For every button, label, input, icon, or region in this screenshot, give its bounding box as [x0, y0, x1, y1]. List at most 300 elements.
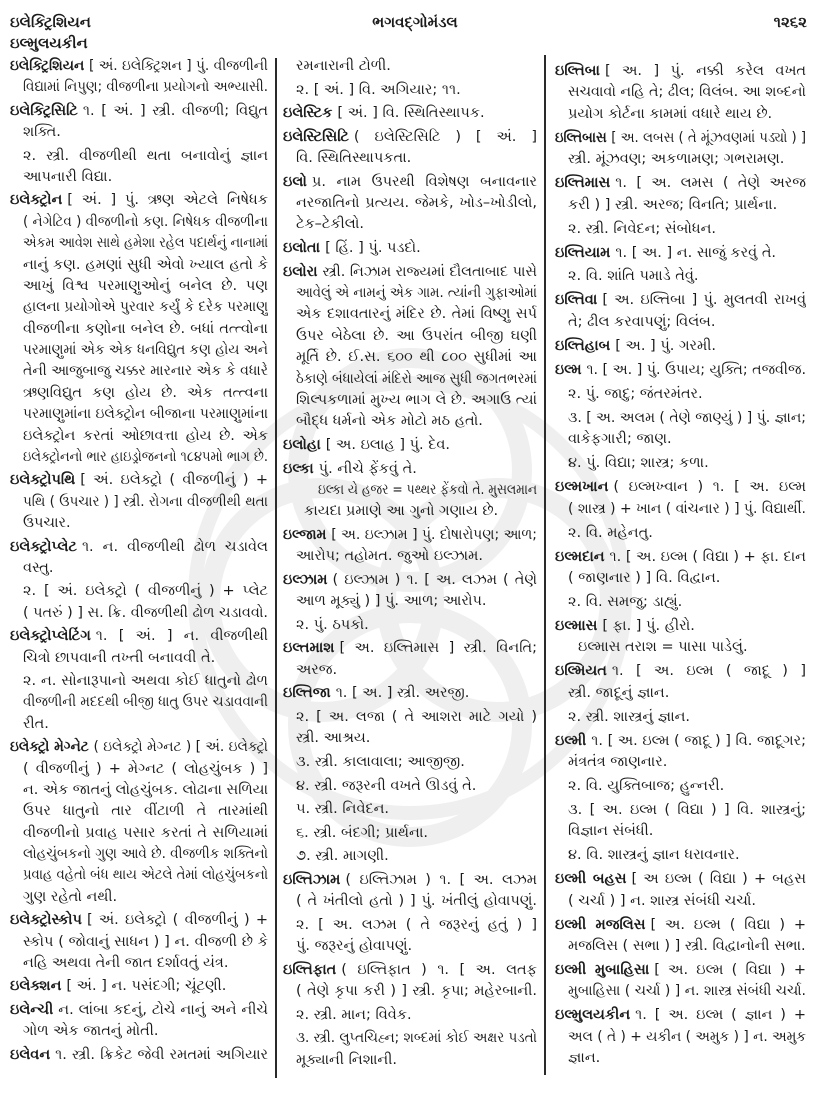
definition-text: બૌદ્ધ ધર્મનો એક મોટો મઠ હતો.	[296, 413, 483, 430]
entry-line	[283, 776, 537, 797]
entry-line	[10, 297, 268, 318]
definition-text: નહિ અથવા તેની જાત દર્શાવતું યંત્ર.	[23, 955, 229, 972]
headword: ઇલ્મખાન	[555, 479, 609, 496]
line-content	[555, 128, 806, 149]
definition-text: ( ઇલ્ઝામ ) ૧. [ અ. લઝમ ( તેણે	[332, 571, 537, 588]
dictionary-entry	[555, 1005, 806, 1069]
definition-text: [ અં. ] વિ. સ્થિતિસ્થાપક.	[337, 105, 485, 122]
entry-line	[283, 525, 537, 546]
definition-text: [ અં. ઇલેક્ટ્રો ( વીજળીનું ) +	[86, 912, 268, 929]
headword: ઇલેવન	[10, 1046, 51, 1063]
entry-line	[555, 1005, 806, 1026]
dictionary-entry	[283, 435, 537, 456]
example-text: ઇલ્માસ તરાશ = પાસા પાડેલું.	[578, 639, 748, 656]
definition-text: [ અ. ] પું. નક્કી કરેલ વખત	[604, 63, 806, 79]
dictionary-entry	[283, 638, 537, 681]
definition-text: ( તેણે કૃપા કરી ) ] સ્ત્રી. કૃપા; મહેરબાની.	[296, 983, 537, 1000]
definition-text: ૧. [ અ. ] ન. સાજું કરવું તે.	[615, 244, 777, 261]
sense-entry	[555, 845, 806, 866]
definition-text: [ અં. ] પું. ઋણ એટલે નિષેધક	[67, 192, 268, 209]
line-content	[10, 190, 268, 211]
entry-line	[555, 453, 806, 474]
column-1	[10, 56, 268, 1066]
definition-text: પથિ ( ઉપચાર ) ] સ્ત્રી. રોગના વીજળીથી થતા	[23, 493, 268, 510]
definition-text: ૨. વિ. યુક્તિબાજ; હુન્નરી.	[568, 777, 725, 794]
entry-line	[10, 759, 268, 780]
definition-text: ૧. [ અ. ] પું. ઉપાય; યુક્તિ; તજવીજ.	[586, 361, 806, 378]
line-content	[555, 173, 806, 194]
entry-line	[555, 61, 806, 82]
definition-text: ૨. સ્ત્રી. નિવેદન; સંબોધન.	[568, 220, 717, 237]
entry-line	[283, 752, 537, 773]
definition-text: નરજાતિનો પ્રત્યય. જેમકે, ખોડ–ખોડીલો,	[296, 195, 537, 212]
entry-line	[10, 167, 268, 188]
definition-text: ૨. વિ. શાંતિ પમાડે તેવું.	[568, 268, 699, 285]
example-line	[283, 480, 537, 501]
line-content	[10, 626, 268, 647]
definition-text: તેની આજુબાજુ ચક્કર મારનાર એક કે વધારે	[23, 363, 268, 380]
definition-text: ૨. [ અં. ] વિ. અગિયાર; ૧૧.	[296, 81, 461, 98]
definition-text: ૧. [ અ. ઇલ્મ ( જાદૂ ) ]	[611, 663, 806, 680]
definition-text: ૨. સ્ત્રી. શાસ્ત્રનું જ્ઞાન.	[568, 708, 691, 725]
definition-text: પરમાણુમાંના ઇલેક્ટ્રોન બીજાના પરમાણુમાંના	[23, 406, 268, 423]
sense-entry	[555, 453, 806, 474]
entry-line	[283, 915, 537, 936]
definition-text: સચવાવો નહિ તે; ઢીલ; વિલંબ. આ શબ્દનો	[568, 84, 806, 101]
dictionary-entry	[283, 238, 537, 259]
line-content	[283, 638, 537, 659]
definition-text: આળ મૂક્યું ) ] પું. આળ; આરોપ.	[296, 593, 487, 610]
entry-line	[10, 1000, 268, 1021]
definition-text: ઇલેક્ટ્રોનનો ભાર હાઇડ્રોજનનો ૧૮૪૫મો ભાગ છે.	[23, 449, 268, 466]
entry-line	[10, 692, 268, 713]
entry-line	[10, 581, 268, 602]
definition-text: અલ ( તે ) + યકીન ( અમુક ) ] ન. અમુક	[568, 1028, 806, 1045]
sense-entry	[283, 846, 537, 867]
definition-text: ૪. પું. વિદ્યા; શાસ્ત્ર; કળા.	[568, 455, 709, 472]
entry-line	[10, 887, 268, 908]
dictionary-entry	[555, 477, 806, 520]
definition-text: ( વીજળીનું ) + મેગ્નટ ( લોહચુંબક ) ]	[23, 760, 268, 777]
dictionary-entry	[10, 737, 268, 908]
headword: ઇલ્મી બહસ	[555, 871, 627, 888]
entry-line	[283, 660, 537, 681]
definition-text: આવેલું એ નામનું એક ગામ. ત્યાંની ગુફાઓમાં	[296, 285, 537, 302]
line-content	[10, 1045, 268, 1066]
entry-line	[555, 82, 806, 103]
definition-text: મંત્રતંત્ર જાણનાર.	[568, 754, 668, 770]
entry-line	[10, 1045, 268, 1066]
definition-text: ૧. [ અં. ] ન. વીજળીથી	[95, 628, 268, 645]
definition-text: ૨. ન. સોનારૂપાનો અથવા કોઈ ધાતુનો ઢોળ	[23, 672, 268, 689]
definition-text: ૨. વિ. સમજુ; ડાહ્યું.	[568, 593, 683, 610]
headword: ઇલેક્ટ્રોપ્લેટ	[10, 538, 77, 555]
entry-line	[10, 212, 268, 233]
definition-text: સ્ત્રી. નિઝામ રાજ્યમાં દૌલતાબાદ પાસે	[322, 263, 537, 280]
definition-text: [ હિં. ] પું. પડદો.	[325, 240, 421, 257]
entry-line	[283, 326, 537, 347]
dictionary-entry	[555, 915, 806, 958]
definition-text: ૨. પું. ઠપકો.	[296, 616, 369, 633]
entry-line	[10, 953, 268, 974]
definition-text: [ અ ઇલ્મ ( વિદ્યા ) + બહસ	[631, 871, 806, 888]
sense-entry	[283, 776, 537, 797]
headword: ઇલ્કા	[283, 460, 314, 477]
line-content	[555, 336, 716, 357]
entry-line	[555, 195, 806, 216]
definition-text: આખું વિશ્વ પરમાણુઓનું બનેલ છે. પણ	[23, 277, 268, 294]
entry-line	[283, 823, 537, 844]
headword: ઇલો	[283, 173, 307, 190]
entry-line	[283, 683, 537, 704]
entry-line	[10, 404, 268, 425]
entry-line	[283, 846, 537, 867]
definition-text: ૩. સ્ત્રી. કાલાવાલા; આજીજી.	[296, 753, 465, 770]
definition-text: વિદ્યામાં નિપુણ; વીજળીના પ્રયોગનો અભ્યાસી.	[23, 79, 268, 96]
line-content	[555, 477, 806, 498]
entry-line	[555, 408, 806, 429]
sense-entry	[283, 615, 537, 636]
entry-line	[10, 340, 268, 361]
dictionary-entry	[555, 661, 806, 704]
definition-text: [ અ. ઇલાહ ] પું. દેવ.	[325, 436, 450, 453]
entry-line	[283, 238, 537, 259]
entry-line	[283, 56, 537, 77]
definition-text: આપનારી વિદ્યા.	[23, 168, 113, 185]
definition-text: આરોપ; તહોમત. જુઓ ઇલ્ઝામ.	[296, 548, 483, 565]
definition-text: [ અ. ઇલ્ઝામ ] પું. દોષારોપણ; આળ;	[331, 526, 537, 543]
headword: ઇલોહા	[283, 436, 321, 453]
entry-line	[283, 369, 537, 390]
definition-text: શક્તિ.	[23, 124, 61, 141]
definition-text: સ્ત્રી. આશ્રય.	[296, 730, 371, 747]
definition-text: વીજળીની મદદથી બીજી ધાતુ ઉપર ચડાવવાની	[23, 694, 268, 711]
headword: ઇલેસ્ટિસિટિ	[283, 128, 349, 145]
sense-entry	[555, 266, 806, 287]
entry-line	[555, 800, 806, 821]
definition-text: વીજળીના કણોના બનેલ છે. બધાં તત્ત્વોના	[23, 320, 268, 337]
definition-text: ૫. સ્ત્રી. નિવેદન.	[296, 801, 390, 818]
example-line	[283, 501, 537, 522]
headword: ઇલ્મુલયકીન	[555, 1007, 631, 1024]
definition-text: ૩. [ અ. અલમ ( તેણે જાણ્યું ) ] પું. જ્ઞાન;	[568, 409, 806, 426]
entry-line	[283, 891, 537, 912]
definition-text: ( જાણનાર ) ] વિ. વિદ્વાન.	[568, 569, 721, 586]
line-content	[283, 683, 469, 704]
dictionary-entry	[283, 870, 537, 913]
entry-line	[10, 780, 268, 801]
entry-line	[555, 547, 806, 568]
entry-line	[10, 383, 268, 404]
dictionary-entry	[555, 128, 806, 171]
definition-text: એકમ આવેશ સાથે હમેશા રહેલ પદાર્થનું નાનામાં	[23, 235, 268, 252]
entry-line	[555, 219, 806, 240]
definition-text: વસ્તુ.	[23, 559, 54, 576]
entry-line	[555, 266, 806, 287]
definition-text: ( ઇલ્મખ્વાન ) ૧. [ અ. ઇલ્મ	[613, 479, 806, 496]
headword: ઇલ્મિયત	[555, 663, 607, 680]
entry-line	[555, 1048, 806, 1069]
definition-text: ઇલેક્ટ્રોન કરતાં ઓછાવત્તા હોય છે. એક	[23, 427, 268, 444]
dictionary-entry	[555, 173, 806, 216]
headword: ઇલ્મી	[555, 732, 587, 749]
definition-text: ન. એક જાતનું લોહચુંબક. લોઢાના સળિયા	[23, 781, 268, 798]
definition-text: ટેક–ટેકીલો.	[296, 216, 364, 233]
entry-line	[10, 932, 268, 953]
dictionary-entry	[555, 336, 806, 357]
entry-line	[10, 361, 268, 382]
definition-text: એક દશાવતારનું મંદિર છે. તેમાં વિષ્ણુ સર્પ	[296, 306, 537, 323]
line-content	[283, 570, 537, 591]
headword: ઇલ્ઝામ	[283, 571, 328, 588]
definition-text: [ અં. ઇલેક્ટ્રો ( વીજળીનું ) +	[80, 472, 268, 489]
headword: ઇલ્માસ	[555, 617, 598, 634]
headword: ઇલેક્ટ્રો મેગ્નેટ	[10, 739, 89, 756]
entry-line	[283, 870, 537, 891]
entry-line	[283, 615, 537, 636]
dictionary-entry	[283, 459, 537, 523]
headword: ઇલ્તિહાબ	[555, 337, 611, 354]
entry-line	[10, 101, 268, 122]
line-content	[283, 435, 450, 456]
entry-line	[10, 255, 268, 276]
dictionary-entry	[283, 570, 537, 613]
entry-line	[283, 304, 537, 325]
entry-line	[283, 172, 537, 193]
definition-text: તે; ઢીલ કરવાપણું; વિલંબ.	[568, 313, 716, 330]
definition-text: વિ. સ્થિતિસ્થાપકતા.	[296, 150, 412, 167]
entry-line	[10, 122, 268, 143]
sense-entry	[555, 523, 806, 544]
definition-text: ૩. [ અ. ઇલ્મ ( વિદ્યા ) ] વિ. શાસ્ત્રનું;	[568, 801, 806, 818]
entry-line	[555, 360, 806, 381]
definition-text: રમનારાની ટોળી.	[296, 58, 391, 74]
sense-entry	[10, 146, 268, 189]
definition-text: ૨. સ્ત્રી. માન; વિવેક.	[296, 1006, 412, 1023]
headword: ઇલ્મદાન	[555, 548, 605, 565]
entry-line	[10, 558, 268, 579]
entry-line	[10, 671, 268, 692]
definition-text: ૧. [ અ. ઇલ્મ ( જાદૂ ) ] વિ. જાદૂગર;	[591, 732, 806, 749]
entry-line	[10, 823, 268, 844]
dictionary-entry	[10, 1000, 268, 1043]
entry-line	[555, 915, 806, 936]
headword: ઇલેક્ટ્રિશિયન	[10, 58, 85, 74]
definition-text: [ અ. ઇલ્તિબા ] પું. મુલતવી રાખવું	[602, 292, 806, 309]
entry-line	[555, 312, 806, 333]
line-content	[555, 1005, 806, 1026]
headword: ઇલેક્ટ્રોપ્લેટિંગ	[10, 628, 91, 645]
definition-text: નાનું કણ. હમણાં સુધી એવો ખ્યાલ હતો કે	[23, 256, 268, 273]
dictionary-entry	[555, 61, 806, 125]
dictionary-entry	[555, 547, 806, 590]
entry-line	[555, 661, 806, 682]
entry-line	[283, 459, 537, 480]
entry-line	[283, 283, 537, 304]
entry-line	[10, 801, 268, 822]
guide-word-last: ઇલ્મુલયકીન	[10, 34, 88, 52]
entry-line	[555, 523, 806, 544]
entry-line	[283, 80, 537, 101]
headword: ઇલેક્ટ્રોપથિ	[10, 472, 76, 489]
line-content	[555, 869, 806, 890]
definition-text: પરમાણુમાં એક એક ધનવિદ્યુત કણ હોય અને	[23, 342, 268, 359]
definition-text: ( પતરું ) ] સ. ક્રિ. વીજળીથી ઢોળ ચડાવવો.	[23, 604, 268, 621]
entry-line	[283, 936, 537, 957]
definition-text: ૪. સ્ત્રી. જરૂરની વખતે ઊડવું તે.	[296, 777, 477, 794]
definition-text: [ ફા. ] પું. હીરો.	[602, 617, 695, 634]
headword: ઇલેક્ટ્રોસ્કોપ	[10, 912, 82, 929]
definition-text: મૂર્તિ છે. ઈ.સ. ૬૦૦ થી ૮૦૦ સુધીમાં આ	[296, 349, 537, 366]
headword: ઇલેક્શન	[10, 978, 62, 995]
column-3	[555, 61, 806, 1070]
entry-line	[283, 1005, 537, 1026]
definition-text: ઠેકાણે બંધાયેલાં મંદિરો આજ સુધી જગતભરમાં	[296, 370, 537, 387]
entry-line	[10, 146, 268, 167]
headword: ઇલ્તિફાત	[283, 961, 337, 978]
line-content	[283, 262, 537, 283]
headword: ઇલેસ્ટિક	[283, 105, 333, 122]
entry-line	[283, 799, 537, 820]
headword: ઇલ્તિઝામ	[283, 871, 341, 888]
entry-line	[555, 981, 806, 1002]
line-content	[555, 960, 806, 981]
entry-line	[283, 148, 537, 169]
definition-text: ( ઇલેક્ટ્રો મેગ્નટ ) [ અં. ઇલેક્ટ્રો	[93, 739, 268, 756]
definition-text: ઉપચાર.	[23, 515, 71, 532]
definition-text: [ અ. ઇલ્મ ( વિદ્યા ) +	[654, 962, 806, 979]
definition-text: ઋણવિદ્યુત કણ હોય છે. એક તત્ત્વના	[23, 384, 268, 401]
definition-text: [ અં. ઇલેક્ટ્રિશન ] પું. વીજળીની	[88, 58, 268, 74]
column-divider	[275, 58, 277, 1078]
line-content	[283, 127, 537, 148]
definition-text: ૧. [ અં. ] સ્ત્રી. વીજળી; વિદ્યુત	[82, 102, 268, 119]
definition-text: ( શાસ્ત્ર ) + ખાન ( વાંચનાર ) ] પું. વિદ્યાર્થી.	[568, 500, 806, 517]
example-line	[555, 637, 806, 658]
definition-text: ઉપર બેઠેલા છે. આ ઉપરાંત બીજી ઘણી	[296, 327, 537, 344]
page-number: ૧૨૬૨	[773, 13, 807, 31]
line-content	[555, 360, 806, 381]
definition-text: ૪. વિ. શાસ્ત્રનું જ્ઞાન ધરાવનાર.	[568, 847, 740, 864]
entry-line	[555, 128, 806, 149]
headword: ઇલ્જામ	[283, 526, 327, 543]
line-content	[283, 870, 537, 891]
entry-line	[283, 1028, 537, 1049]
dictionary-entry	[283, 262, 537, 433]
entry-line	[555, 568, 806, 589]
entry-line	[555, 960, 806, 981]
entry-line	[283, 707, 537, 728]
entry-line	[10, 447, 268, 468]
line-content	[10, 976, 226, 997]
line-content	[10, 56, 268, 77]
sense-entry	[283, 752, 537, 773]
entry-line	[10, 865, 268, 886]
line-content	[555, 290, 806, 311]
definition-text: લોહચુંબકનો ગુણ આવે છે. વીજળીક શક્તિનો	[23, 846, 268, 863]
entry-line	[555, 683, 806, 704]
entry-line	[555, 243, 806, 264]
headword: ઇલોતા	[283, 240, 321, 257]
sense-entry	[555, 776, 806, 797]
definition-text: મુબાહિસા ( ચર્ચા ) ] ન. શાસ્ત્ર સંબંધી ચર્ચા.	[568, 983, 806, 1000]
definition-text: સ્ત્રી. મૂંઝવણ; અકળામણ; ગભરામણ.	[568, 151, 785, 168]
entry-line	[10, 626, 268, 647]
column-2	[283, 56, 537, 1071]
entry-line	[283, 546, 537, 567]
definition-text: હાલના પ્રયોગોએ પુરવાર કર્યું કે દરેક પરમાણુ	[23, 299, 268, 316]
definition-text: ૧. [ અ. ] સ્ત્રી. અરજી.	[335, 685, 470, 702]
entry-line	[283, 193, 537, 214]
definition-text: પું. જરૂરનું હોવાપણું.	[296, 938, 413, 955]
headword: ઇલ્તિજા	[283, 685, 331, 702]
entry-line	[555, 707, 806, 728]
definition-text: ૨. સ્ત્રી. વીજળીથી થતા બનાવોનું જ્ઞાન	[23, 147, 268, 164]
definition-text: સ્કોપ ( જોવાનું સાધન ) ] ન. વીજળી છે કે	[23, 933, 268, 950]
entry-line	[10, 233, 268, 254]
sense-entry	[10, 581, 268, 624]
definition-text: પું. નીચે ફેંકવું તે.	[318, 460, 417, 477]
entry-line	[555, 477, 806, 498]
entry-line	[10, 426, 268, 447]
guide-word-first: ઇલેક્ટ્રિશિયન	[10, 13, 91, 31]
entry-line	[283, 1050, 537, 1071]
example-text: કાયદા પ્રમાણે આ ગુનો ગણાય છે.	[304, 503, 499, 520]
line-content	[555, 616, 695, 637]
definition-text: વિજ્ઞાન સંબંધી.	[568, 823, 654, 840]
page-title: ભગવદ્ગોમંડલ	[372, 13, 458, 31]
entry-line	[555, 336, 806, 357]
dictionary-entry	[555, 360, 806, 381]
entry-line	[283, 638, 537, 659]
definition-text: પ્રયોગ કોર્ટના કામમાં વધારે થાય છે.	[568, 105, 773, 122]
definition-text: મજલિસ ( સભા ) ] સ્ત્રી. વિદ્વાનોની સભા.	[568, 938, 806, 955]
entry-line	[10, 537, 268, 558]
sense-entry	[283, 1005, 537, 1026]
definition-text: ચિત્રો છાપવાની તખ્તી બનાવવી તે.	[23, 649, 216, 666]
entry-line	[283, 103, 537, 124]
entry-line	[283, 435, 537, 456]
entry-line	[555, 499, 806, 520]
definition-text: કરી ) ] સ્ત્રી. અરજ; વિનતિ; પ્રાર્થના.	[568, 196, 778, 213]
entry-line	[555, 290, 806, 311]
dictionary-entry	[283, 683, 537, 704]
definition-text: વીજળીનો પ્રવાહ પસાર કરતાં તે સળિયામાં	[23, 824, 268, 841]
entry-line	[10, 603, 268, 624]
dictionary-entry	[283, 960, 537, 1003]
line-content	[10, 910, 268, 931]
sense-entry	[283, 707, 537, 750]
entry-line	[10, 56, 268, 77]
sense-entry	[555, 800, 806, 843]
dictionary-entry	[555, 243, 806, 264]
dictionary-entry	[10, 470, 268, 534]
definition-text: ૨. [ અ. લઝમ ( તે જરૂરનું હતું ) ]	[296, 916, 537, 933]
line-content	[10, 737, 268, 758]
column-divider	[544, 55, 546, 1075]
dictionary-entry	[10, 101, 268, 144]
entry-line	[555, 429, 806, 450]
definition-text: ૨. પું. જાદુ; જંતરમંતર.	[568, 385, 703, 402]
definition-text: ૧. સ્ત્રી. ક્રિકેટ જેવી રમતમાં અગિયાર	[55, 1046, 268, 1063]
definition-text: વાકેફગારી; જાણ.	[568, 431, 672, 448]
headword: ઇલ્તિબા	[555, 63, 600, 79]
sense-entry	[283, 80, 537, 101]
sense-entry	[283, 915, 537, 958]
dictionary-entry	[555, 731, 806, 774]
line-content	[555, 731, 806, 752]
entry-line	[555, 776, 806, 797]
